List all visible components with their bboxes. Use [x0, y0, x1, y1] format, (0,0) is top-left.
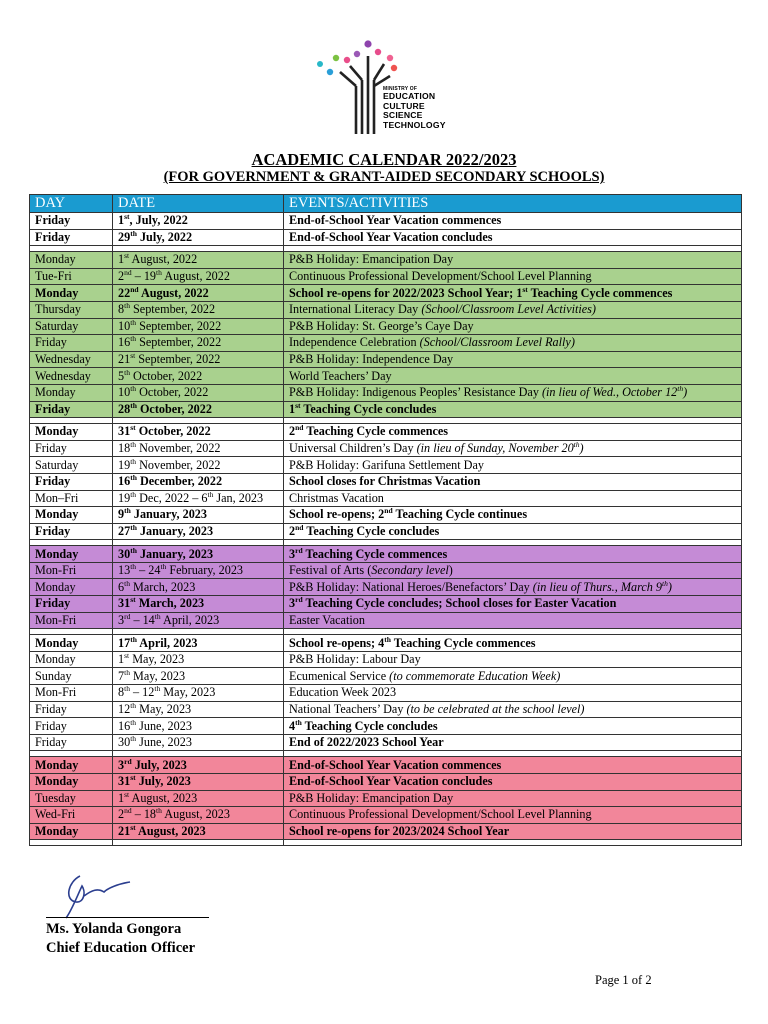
cell-date: 6th March, 2023	[113, 579, 284, 596]
cell-date: 3rd – 14th April, 2023	[113, 612, 284, 629]
header-events: EVENTS/ACTIVITIES	[284, 195, 742, 213]
table-row	[30, 368, 742, 385]
table-row	[30, 774, 742, 791]
cell-date: 16th December, 2022	[113, 473, 284, 490]
table-row	[30, 651, 742, 668]
logo-line-culture: CULTURE	[383, 100, 425, 111]
cell-event: 3rd Teaching Cycle concludes; School closes for Easter Vacation	[284, 596, 742, 613]
header-date: DATE	[113, 195, 284, 213]
event-note: (to be celebrated at the school level)	[406, 701, 585, 716]
cell-date: 8th September, 2022	[113, 301, 284, 318]
table-row	[30, 351, 742, 368]
table-row	[30, 562, 742, 579]
cell-event: Universal Children’s Day (in lieu of Sunday, November 20th)	[284, 440, 742, 457]
cell-date: 12th May, 2023	[113, 701, 284, 718]
cell-day: Monday	[30, 635, 113, 652]
document-title: ACADEMIC CALENDAR 2022/2023	[251, 150, 517, 169]
event-note: (in lieu of Wed., October 12th)	[541, 384, 688, 400]
table-row	[30, 490, 742, 507]
cell-event: P&B Holiday: Indigenous Peoples’ Resistance Day (in lieu of Wed., October 12th)	[284, 384, 742, 401]
cell-date: 31st October, 2022	[113, 424, 284, 441]
cell-date: 5th October, 2022	[113, 368, 284, 385]
cell-day: Monday	[30, 651, 113, 668]
cell-day: Friday	[30, 229, 113, 246]
table-row	[30, 213, 742, 230]
cell-day: Wednesday	[30, 351, 113, 368]
event-note: (School/Classroom Level Rally)	[419, 335, 575, 350]
cell-date: 1st August, 2023	[113, 790, 284, 807]
cell-date: 21st September, 2022	[113, 351, 284, 368]
table-row	[30, 301, 742, 318]
table-row	[30, 668, 742, 685]
cell-date: 17th April, 2023	[113, 635, 284, 652]
cell-date: 21st August, 2023	[113, 823, 284, 840]
header-day: DAY	[30, 195, 113, 213]
signatory-name: Ms. Yolanda Gongora	[46, 921, 182, 937]
event-note: (in lieu of Thurs., March 9th)	[532, 578, 672, 594]
document-subtitle: (FOR GOVERNMENT & GRANT-AIDED SECONDARY SCHOOLS)	[163, 169, 605, 185]
cell-day: Monday	[30, 507, 113, 524]
cell-event: Continuous Professional Development/School Level Planning	[284, 807, 742, 824]
cell-day: Monday	[30, 252, 113, 269]
cell-day: Monday	[30, 774, 113, 791]
cell-event: National Teachers’ Day (to be celebrated at the school level)	[284, 701, 742, 718]
cell-event: End-of-School Year Vacation commences	[284, 757, 742, 774]
calendar-body	[30, 213, 742, 846]
cell-day: Wed-Fri	[30, 807, 113, 824]
cell-date: 19th Dec, 2022 – 6th Jan, 2023	[113, 490, 284, 507]
cell-date: 3rd July, 2023	[113, 757, 284, 774]
cell-event: P&B Holiday: Emancipation Day	[284, 790, 742, 807]
cell-day: Friday	[30, 596, 113, 613]
cell-event: End-of-School Year Vacation concludes	[284, 774, 742, 791]
cell-event: School re-opens; 4th Teaching Cycle commences	[284, 635, 742, 652]
cell-date: 1st May, 2023	[113, 651, 284, 668]
table-row	[30, 285, 742, 302]
cell-event: School re-opens for 2022/2023 School Year; 1st Teaching Cycle commences	[284, 285, 742, 302]
cell-day: Mon-Fri	[30, 685, 113, 702]
cell-day: Monday	[30, 546, 113, 563]
cell-day: Mon–Fri	[30, 490, 113, 507]
table-row	[30, 473, 742, 490]
calendar-table	[29, 194, 742, 846]
cell-event: P&B Holiday: Labour Day	[284, 651, 742, 668]
cell-date	[113, 840, 284, 846]
cell-day: Friday	[30, 440, 113, 457]
cell-date: 8th – 12th May, 2023	[113, 685, 284, 702]
logo-line-education: EDUCATION	[383, 91, 436, 101]
cell-event: P&B Holiday: Independence Day	[284, 351, 742, 368]
logo-line-science: SCIENCE	[383, 110, 423, 121]
table-row	[30, 440, 742, 457]
cell-day: Mon-Fri	[30, 562, 113, 579]
table-row	[30, 596, 742, 613]
cell-event: School closes for Christmas Vacation	[284, 473, 742, 490]
table-row	[30, 790, 742, 807]
cell-date: 27th January, 2023	[113, 523, 284, 540]
table-row	[30, 268, 742, 285]
table-row	[30, 718, 742, 735]
table-row	[30, 685, 742, 702]
cell-date: 2nd – 19th August, 2022	[113, 268, 284, 285]
table-row	[30, 229, 742, 246]
cell-date: 2nd – 18th August, 2023	[113, 807, 284, 824]
cell-day: Friday	[30, 335, 113, 352]
cell-day: Friday	[30, 734, 113, 751]
cell-event: Ecumenical Service (to commemorate Education Week)	[284, 668, 742, 685]
signature-line	[46, 917, 209, 918]
cell-event: 1st Teaching Cycle concludes	[284, 401, 742, 418]
table-row	[30, 579, 742, 596]
cell-day: Tue-Fri	[30, 268, 113, 285]
cell-event: School re-opens; 2nd Teaching Cycle continues	[284, 507, 742, 524]
cell-event: 4th Teaching Cycle concludes	[284, 718, 742, 735]
cell-day: Sunday	[30, 668, 113, 685]
cell-day: Wednesday	[30, 368, 113, 385]
cell-date: 22nd August, 2022	[113, 285, 284, 302]
table-row	[30, 807, 742, 824]
cell-event: World Teachers’ Day	[284, 368, 742, 385]
cell-event	[284, 840, 742, 846]
event-note: (in lieu of Sunday, November 20th)	[416, 440, 584, 456]
cell-date: 28th October, 2022	[113, 401, 284, 418]
table-row	[30, 701, 742, 718]
table-row	[30, 523, 742, 540]
cell-event: Christmas Vacation	[284, 490, 742, 507]
cell-date: 10th September, 2022	[113, 318, 284, 335]
table-row	[30, 612, 742, 629]
cell-event: Easter Vacation	[284, 612, 742, 629]
cell-day: Friday	[30, 523, 113, 540]
table-row	[30, 823, 742, 840]
cell-day: Friday	[30, 701, 113, 718]
cell-event: End of 2022/2023 School Year	[284, 734, 742, 751]
event-note: (to commemorate Education Week)	[389, 668, 561, 683]
cell-date: 1st August, 2022	[113, 252, 284, 269]
cell-event: Education Week 2023	[284, 685, 742, 702]
cell-event: School re-opens for 2023/2024 School Year	[284, 823, 742, 840]
logo-line-technology: TECHNOLOGY	[383, 119, 446, 130]
cell-date: 19th November, 2022	[113, 457, 284, 474]
event-note: Secondary level	[371, 563, 449, 578]
cell-event: End-of-School Year Vacation concludes	[284, 229, 742, 246]
cell-event: Independence Celebration (School/Classroom Level Rally)	[284, 335, 742, 352]
cell-event: International Literacy Day (School/Classroom Level Activities)	[284, 301, 742, 318]
cell-day: Monday	[30, 823, 113, 840]
table-header-row	[30, 195, 742, 213]
cell-date: 18th November, 2022	[113, 440, 284, 457]
cell-date: 9th January, 2023	[113, 507, 284, 524]
cell-day: Saturday	[30, 457, 113, 474]
cell-day: Monday	[30, 424, 113, 441]
table-row	[30, 318, 742, 335]
cell-event: 2nd Teaching Cycle concludes	[284, 523, 742, 540]
cell-day: Thursday	[30, 301, 113, 318]
cell-day: Friday	[30, 213, 113, 230]
cell-event: P&B Holiday: National Heroes/Benefactors’ Day (in lieu of Thurs., March 9th)	[284, 579, 742, 596]
logo-line-ministry: MINISTRY OF	[383, 86, 418, 92]
cell-date: 10th October, 2022	[113, 384, 284, 401]
event-note: (School/Classroom Level Activities)	[421, 302, 596, 317]
table-row	[30, 635, 742, 652]
table-row	[30, 424, 742, 441]
table-row	[30, 507, 742, 524]
table-row	[30, 335, 742, 352]
cell-day: Friday	[30, 401, 113, 418]
cell-day: Friday	[30, 473, 113, 490]
cell-day: Monday	[30, 384, 113, 401]
cell-date: 29th July, 2022	[113, 229, 284, 246]
table-row	[30, 734, 742, 751]
signatory-role: Chief Education Officer	[46, 940, 196, 956]
cell-date: 16th September, 2022	[113, 335, 284, 352]
cell-event: Festival of Arts (Secondary level)	[284, 562, 742, 579]
page-number: Page 1 of 2	[595, 973, 652, 987]
cell-day: Mon-Fri	[30, 612, 113, 629]
cell-date: 30th January, 2023	[113, 546, 284, 563]
cell-event: Continuous Professional Development/School Level Planning	[284, 268, 742, 285]
cell-day: Monday	[30, 579, 113, 596]
cell-date: 31st March, 2023	[113, 596, 284, 613]
spacer-row	[30, 840, 742, 846]
table-row	[30, 252, 742, 269]
signature-image	[58, 870, 138, 920]
table-row	[30, 384, 742, 401]
table-row	[30, 757, 742, 774]
cell-event: 2nd Teaching Cycle commences	[284, 424, 742, 441]
cell-day: Friday	[30, 718, 113, 735]
table-row	[30, 457, 742, 474]
table-row	[30, 401, 742, 418]
cell-day: Monday	[30, 285, 113, 302]
cell-day: Tuesday	[30, 790, 113, 807]
cell-day: Monday	[30, 757, 113, 774]
cell-event: P&B Holiday: St. George’s Caye Day	[284, 318, 742, 335]
cell-date: 30th June, 2023	[113, 734, 284, 751]
table-row	[30, 546, 742, 563]
cell-event: 3rd Teaching Cycle commences	[284, 546, 742, 563]
logo-wordmark	[383, 86, 446, 130]
cell-day: Saturday	[30, 318, 113, 335]
cell-date: 13th – 24th February, 2023	[113, 562, 284, 579]
cell-event: P&B Holiday: Garifuna Settlement Day	[284, 457, 742, 474]
cell-event: End-of-School Year Vacation commences	[284, 213, 742, 230]
cell-event: P&B Holiday: Emancipation Day	[284, 252, 742, 269]
cell-day	[30, 840, 113, 846]
cell-date: 16th June, 2023	[113, 718, 284, 735]
cell-date: 31st July, 2023	[113, 774, 284, 791]
cell-date: 7th May, 2023	[113, 668, 284, 685]
cell-date: 1st, July, 2022	[113, 213, 284, 230]
